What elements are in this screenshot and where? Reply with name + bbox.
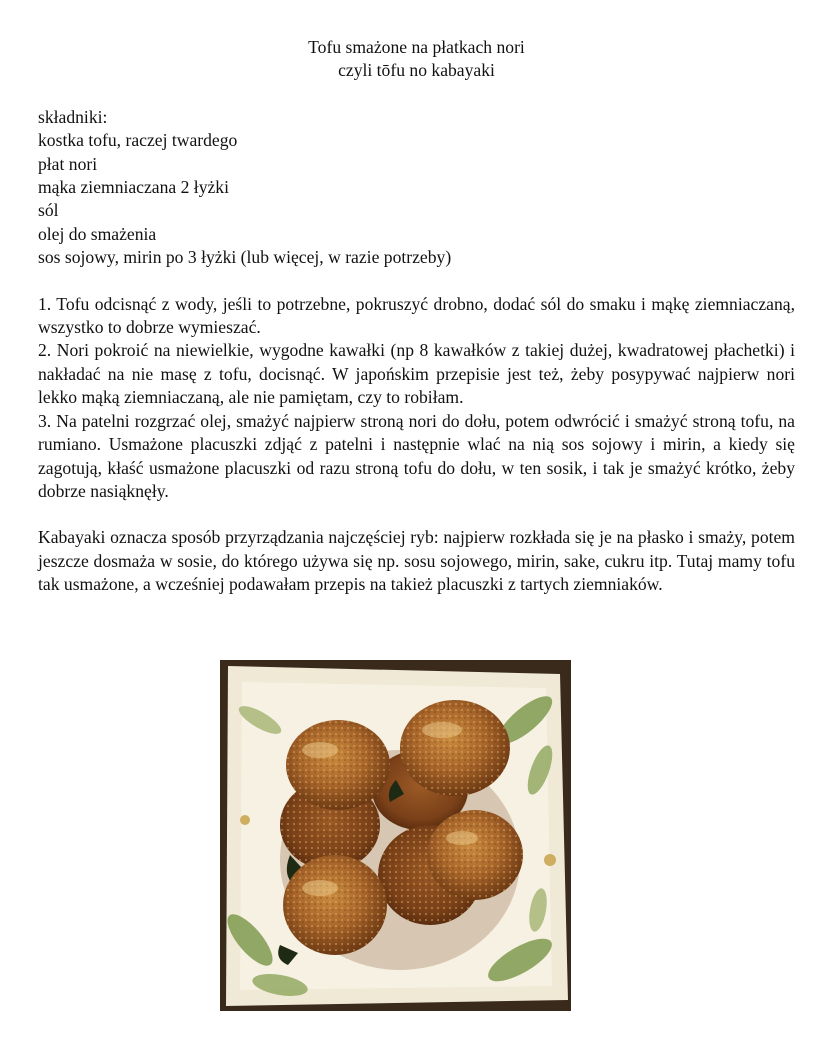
preparation-steps (38, 293, 795, 504)
title-line-2: czyli tōfu no kabayaki (338, 60, 495, 81)
title-line-1: Tofu smażone na płatkach nori (308, 37, 525, 57)
step-2: 2. Nori pokroić na niewielkie, wygodne kawałki (np 8 kawałków z takiej dużej, kwadratowej płachetki) i nakładać na nie masę z tofu, docisnąć. W japońskim przepisie jest też, żeby posypywać najpierw nori lekko mąką ziemniaczaną, ale nie pamiętam, czy to robiłam. (38, 340, 795, 408)
ingredient-item: sos sojowy, mirin po 3 łyżki (lub więcej, w razie potrzeby) (38, 247, 452, 268)
note-paragraph: Kabayaki oznacza sposób przyrządzania najczęściej ryb: najpierw rozkłada się je na płasko i smaży, potem jeszcze dosmaża w sosie, do którego używa się np. sosu sojowego, mirin, sake, cukru itp. Tutaj mamy tofu tak usmażone, a wcześniej podawałam przepis na takież placuszki z tartych ziemniaków. (38, 527, 795, 595)
recipe-title (38, 36, 795, 83)
kabayaki-note (38, 526, 795, 596)
ingredients-heading: składniki: (38, 106, 108, 127)
ingredient-item: kostka tofu, raczej twardego (38, 130, 238, 151)
ingredient-item: olej do smażenia (38, 223, 157, 244)
step-3: 3. Na patelni rozgrzać olej, smażyć najpierw stroną nori do dołu, potem odwrócić i smażyć stroną tofu, na rumiano. Usmażone placuszki zdjąć z patelni i następnie wlać na nią sos sojowy i mirin, a kiedy się zagotują, kłaść usmażone placuszki od razu stroną tofu do dołu, w ten sosik, i tak je smażyć krótko, żeby dobrze nasiąknęły. (38, 410, 795, 501)
dish-photo (220, 660, 571, 1011)
ingredients-list (38, 106, 795, 270)
ingredient-item: sól (38, 200, 59, 221)
ingredient-item: mąka ziemniaczana 2 łyżki (38, 177, 229, 198)
recipe-page (38, 36, 795, 597)
step-1: 1. Tofu odcisnąć z wody, jeśli to potrzebne, pokruszyć drobno, dodać sól do smaku i mąkę ziemniaczaną, wszystko to dobrze wymieszać. (38, 293, 795, 338)
ingredient-item: płat nori (38, 153, 98, 174)
